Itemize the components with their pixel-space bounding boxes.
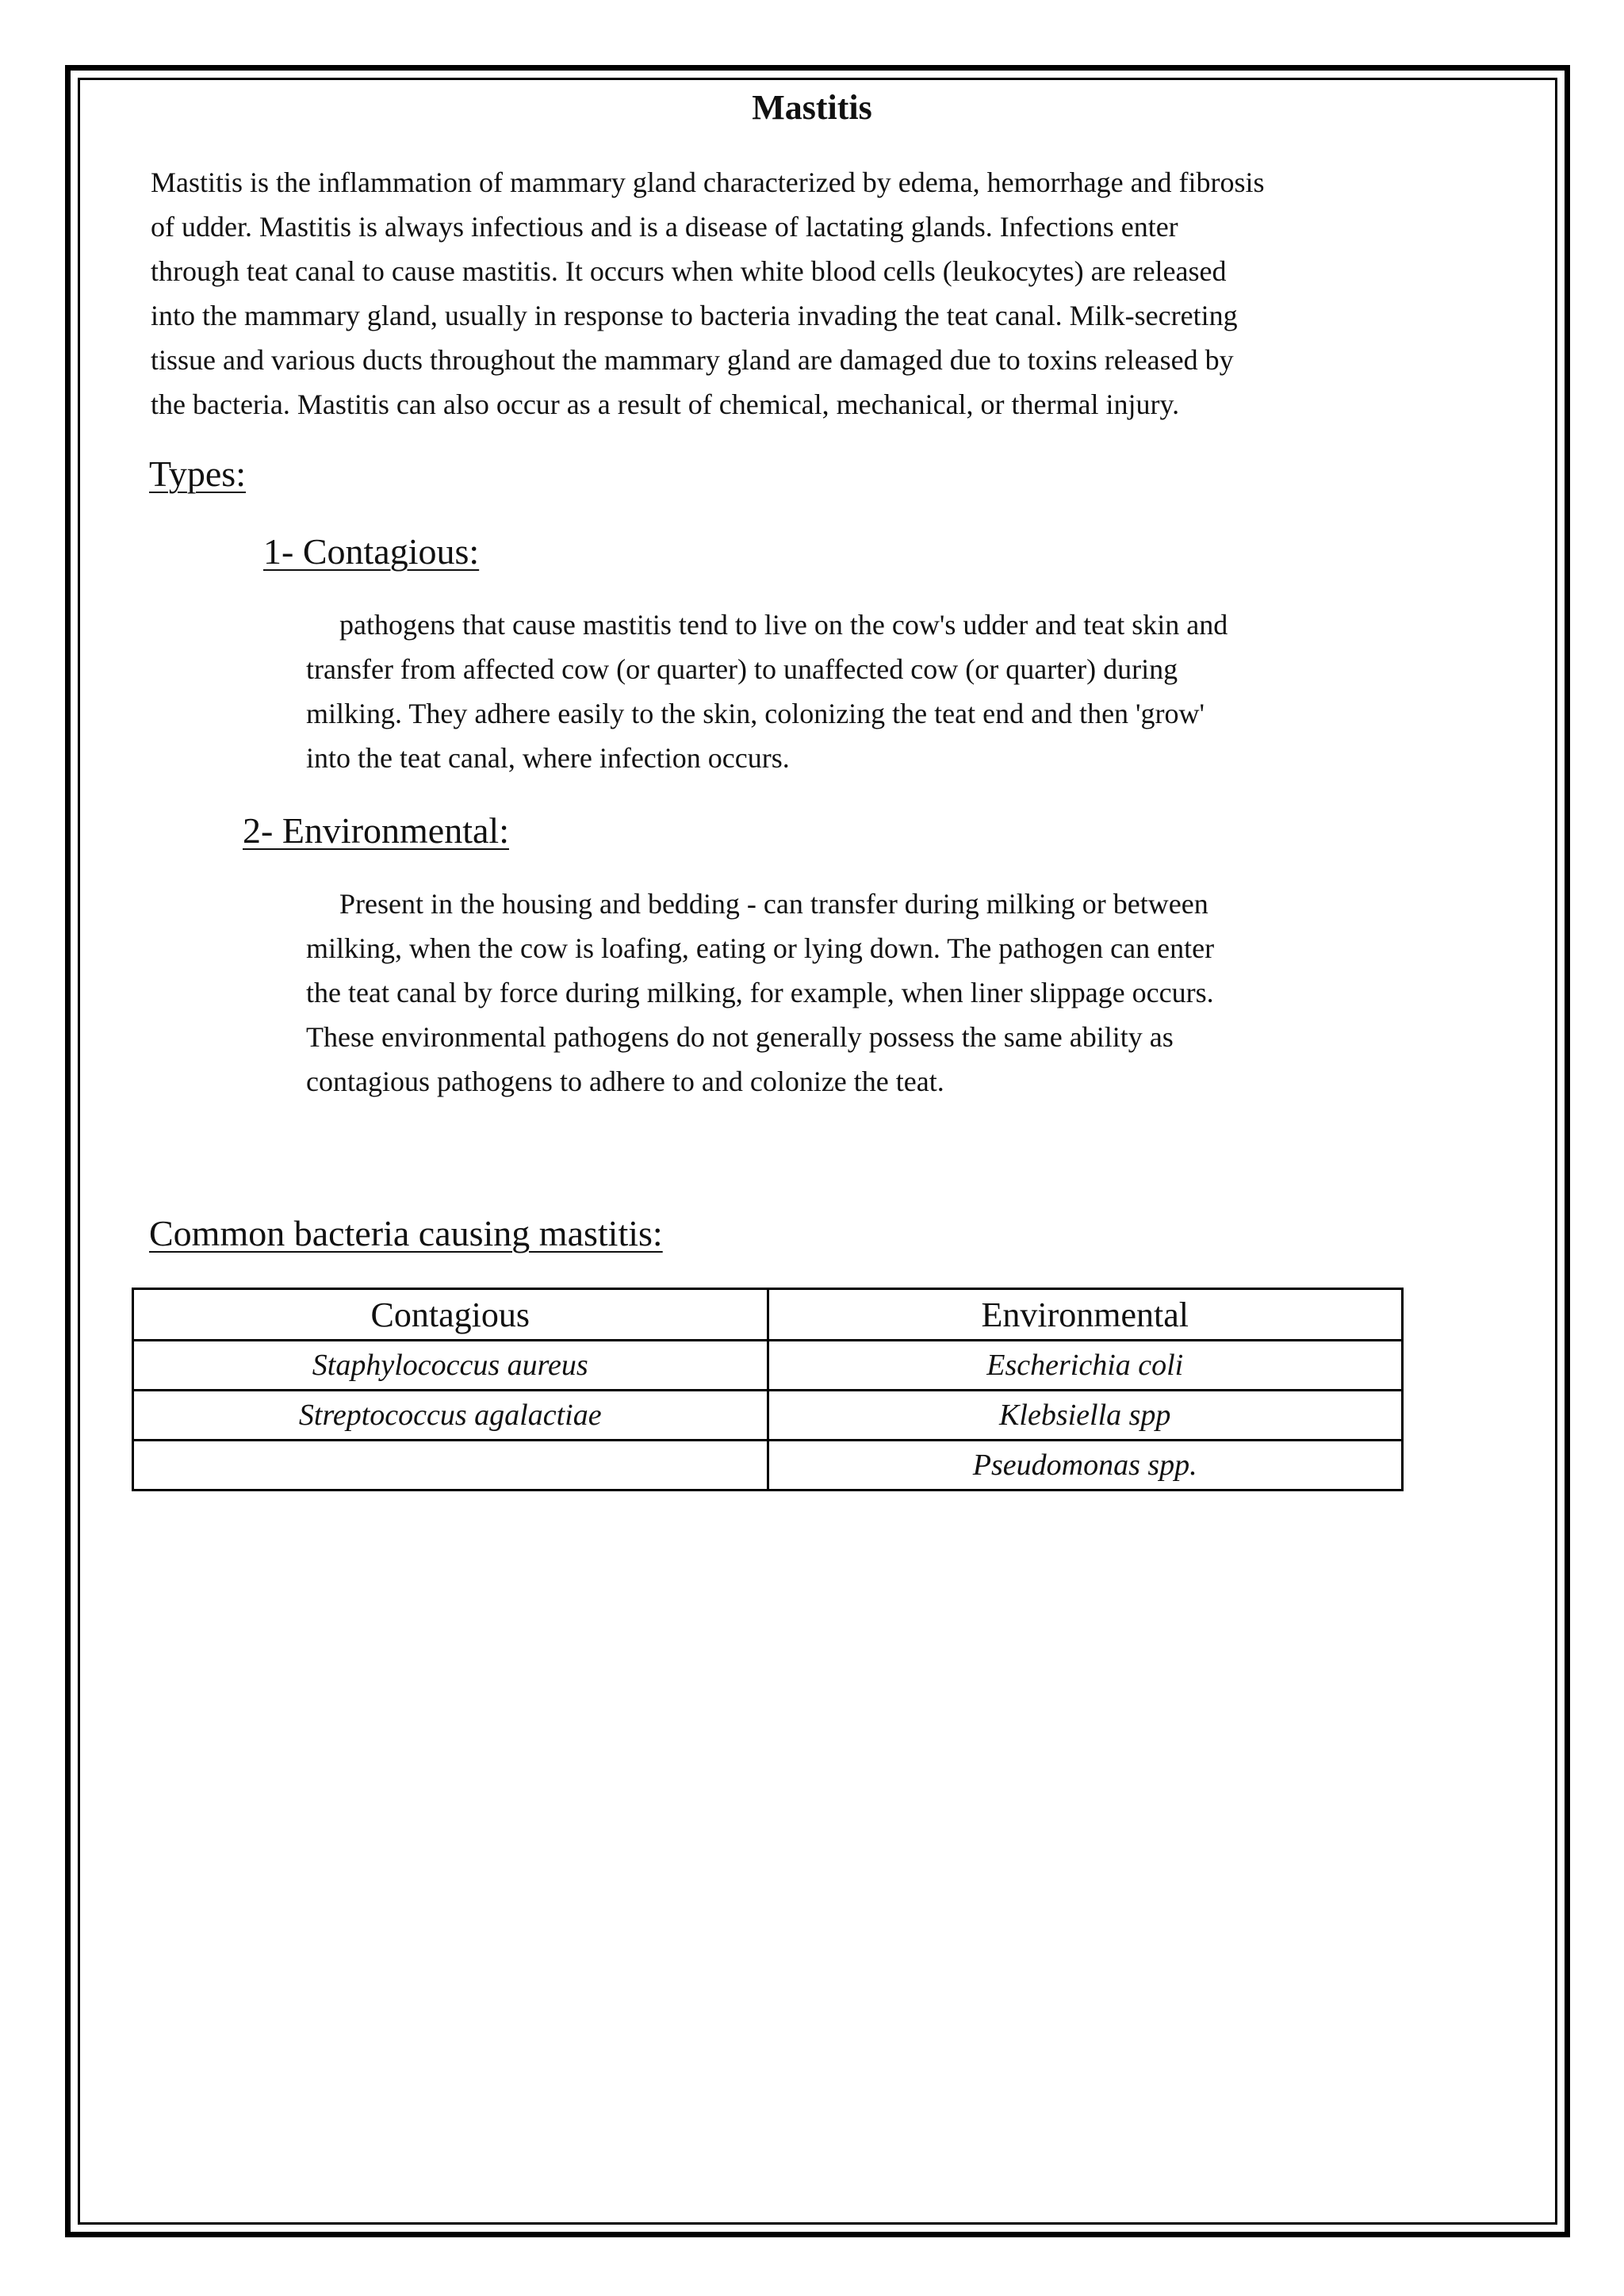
intro-line: Mastitis is the inflammation of mammary gland characterized by edema, hemorrhage and fibrosis: [151, 166, 1265, 198]
table-cell: Pseudomonas spp.: [768, 1441, 1403, 1490]
intro-paragraph: [151, 160, 1451, 427]
environmental-line: milking, when the cow is loafing, eating or lying down. The pathogen can enter: [306, 932, 1215, 964]
table-cell: [133, 1441, 768, 1490]
environmental-heading: 2- Environmental:: [243, 810, 509, 851]
table-header-cell: Contagious: [133, 1289, 768, 1341]
table-row: [133, 1341, 1403, 1391]
environmental-line: These environmental pathogens do not generally possess the same ability as: [306, 1021, 1174, 1053]
environmental-line: Present in the housing and bedding - can transfer during milking or between: [339, 888, 1208, 920]
table-cell: Escherichia coli: [768, 1341, 1403, 1391]
environmental-paragraph: [306, 882, 1432, 1104]
table-row: [133, 1391, 1403, 1441]
table-row: [133, 1441, 1403, 1490]
contagious-line: pathogens that cause mastitis tend to live on the cow's udder and teat skin and: [339, 609, 1228, 641]
contagious-line: into the teat canal, where infection occurs.: [306, 742, 790, 774]
intro-line: tissue and various ducts throughout the mammary gland are damaged due to toxins released by: [151, 344, 1234, 376]
table-header-row: [133, 1289, 1403, 1341]
environmental-line: contagious pathogens to adhere to and colonize the teat.: [306, 1066, 944, 1097]
intro-line: of udder. Mastitis is always infectious and is a disease of lactating glands. Infections enter: [151, 211, 1178, 243]
intro-line: into the mammary gland, usually in response to bacteria invading the teat canal. Milk-secreting: [151, 300, 1238, 331]
intro-line: the bacteria. Mastitis can also occur as a result of chemical, mechanical, or thermal injury.: [151, 388, 1180, 420]
bacteria-table: [132, 1288, 1404, 1491]
page-title: Mastitis: [752, 88, 872, 127]
contagious-line: milking. They adhere easily to the skin, colonizing the teat end and then 'grow': [306, 698, 1205, 729]
contagious-heading: 1- Contagious:: [263, 531, 480, 572]
intro-line: through teat canal to cause mastitis. It occurs when white blood cells (leukocytes) are released: [151, 255, 1227, 287]
table-cell: Staphylococcus aureus: [133, 1341, 768, 1391]
types-heading: Types:: [149, 453, 246, 494]
table-header-cell: Environmental: [768, 1289, 1403, 1341]
table-cell: Klebsiella spp: [768, 1391, 1403, 1441]
bacteria-heading: Common bacteria causing mastitis:: [149, 1213, 663, 1253]
contagious-line: transfer from affected cow (or quarter) to unaffected cow (or quarter) during: [306, 653, 1178, 685]
contagious-paragraph: [306, 603, 1432, 780]
table-cell: Streptococcus agalactiae: [133, 1391, 768, 1441]
environmental-line: the teat canal by force during milking, for example, when liner slippage occurs.: [306, 977, 1214, 1008]
